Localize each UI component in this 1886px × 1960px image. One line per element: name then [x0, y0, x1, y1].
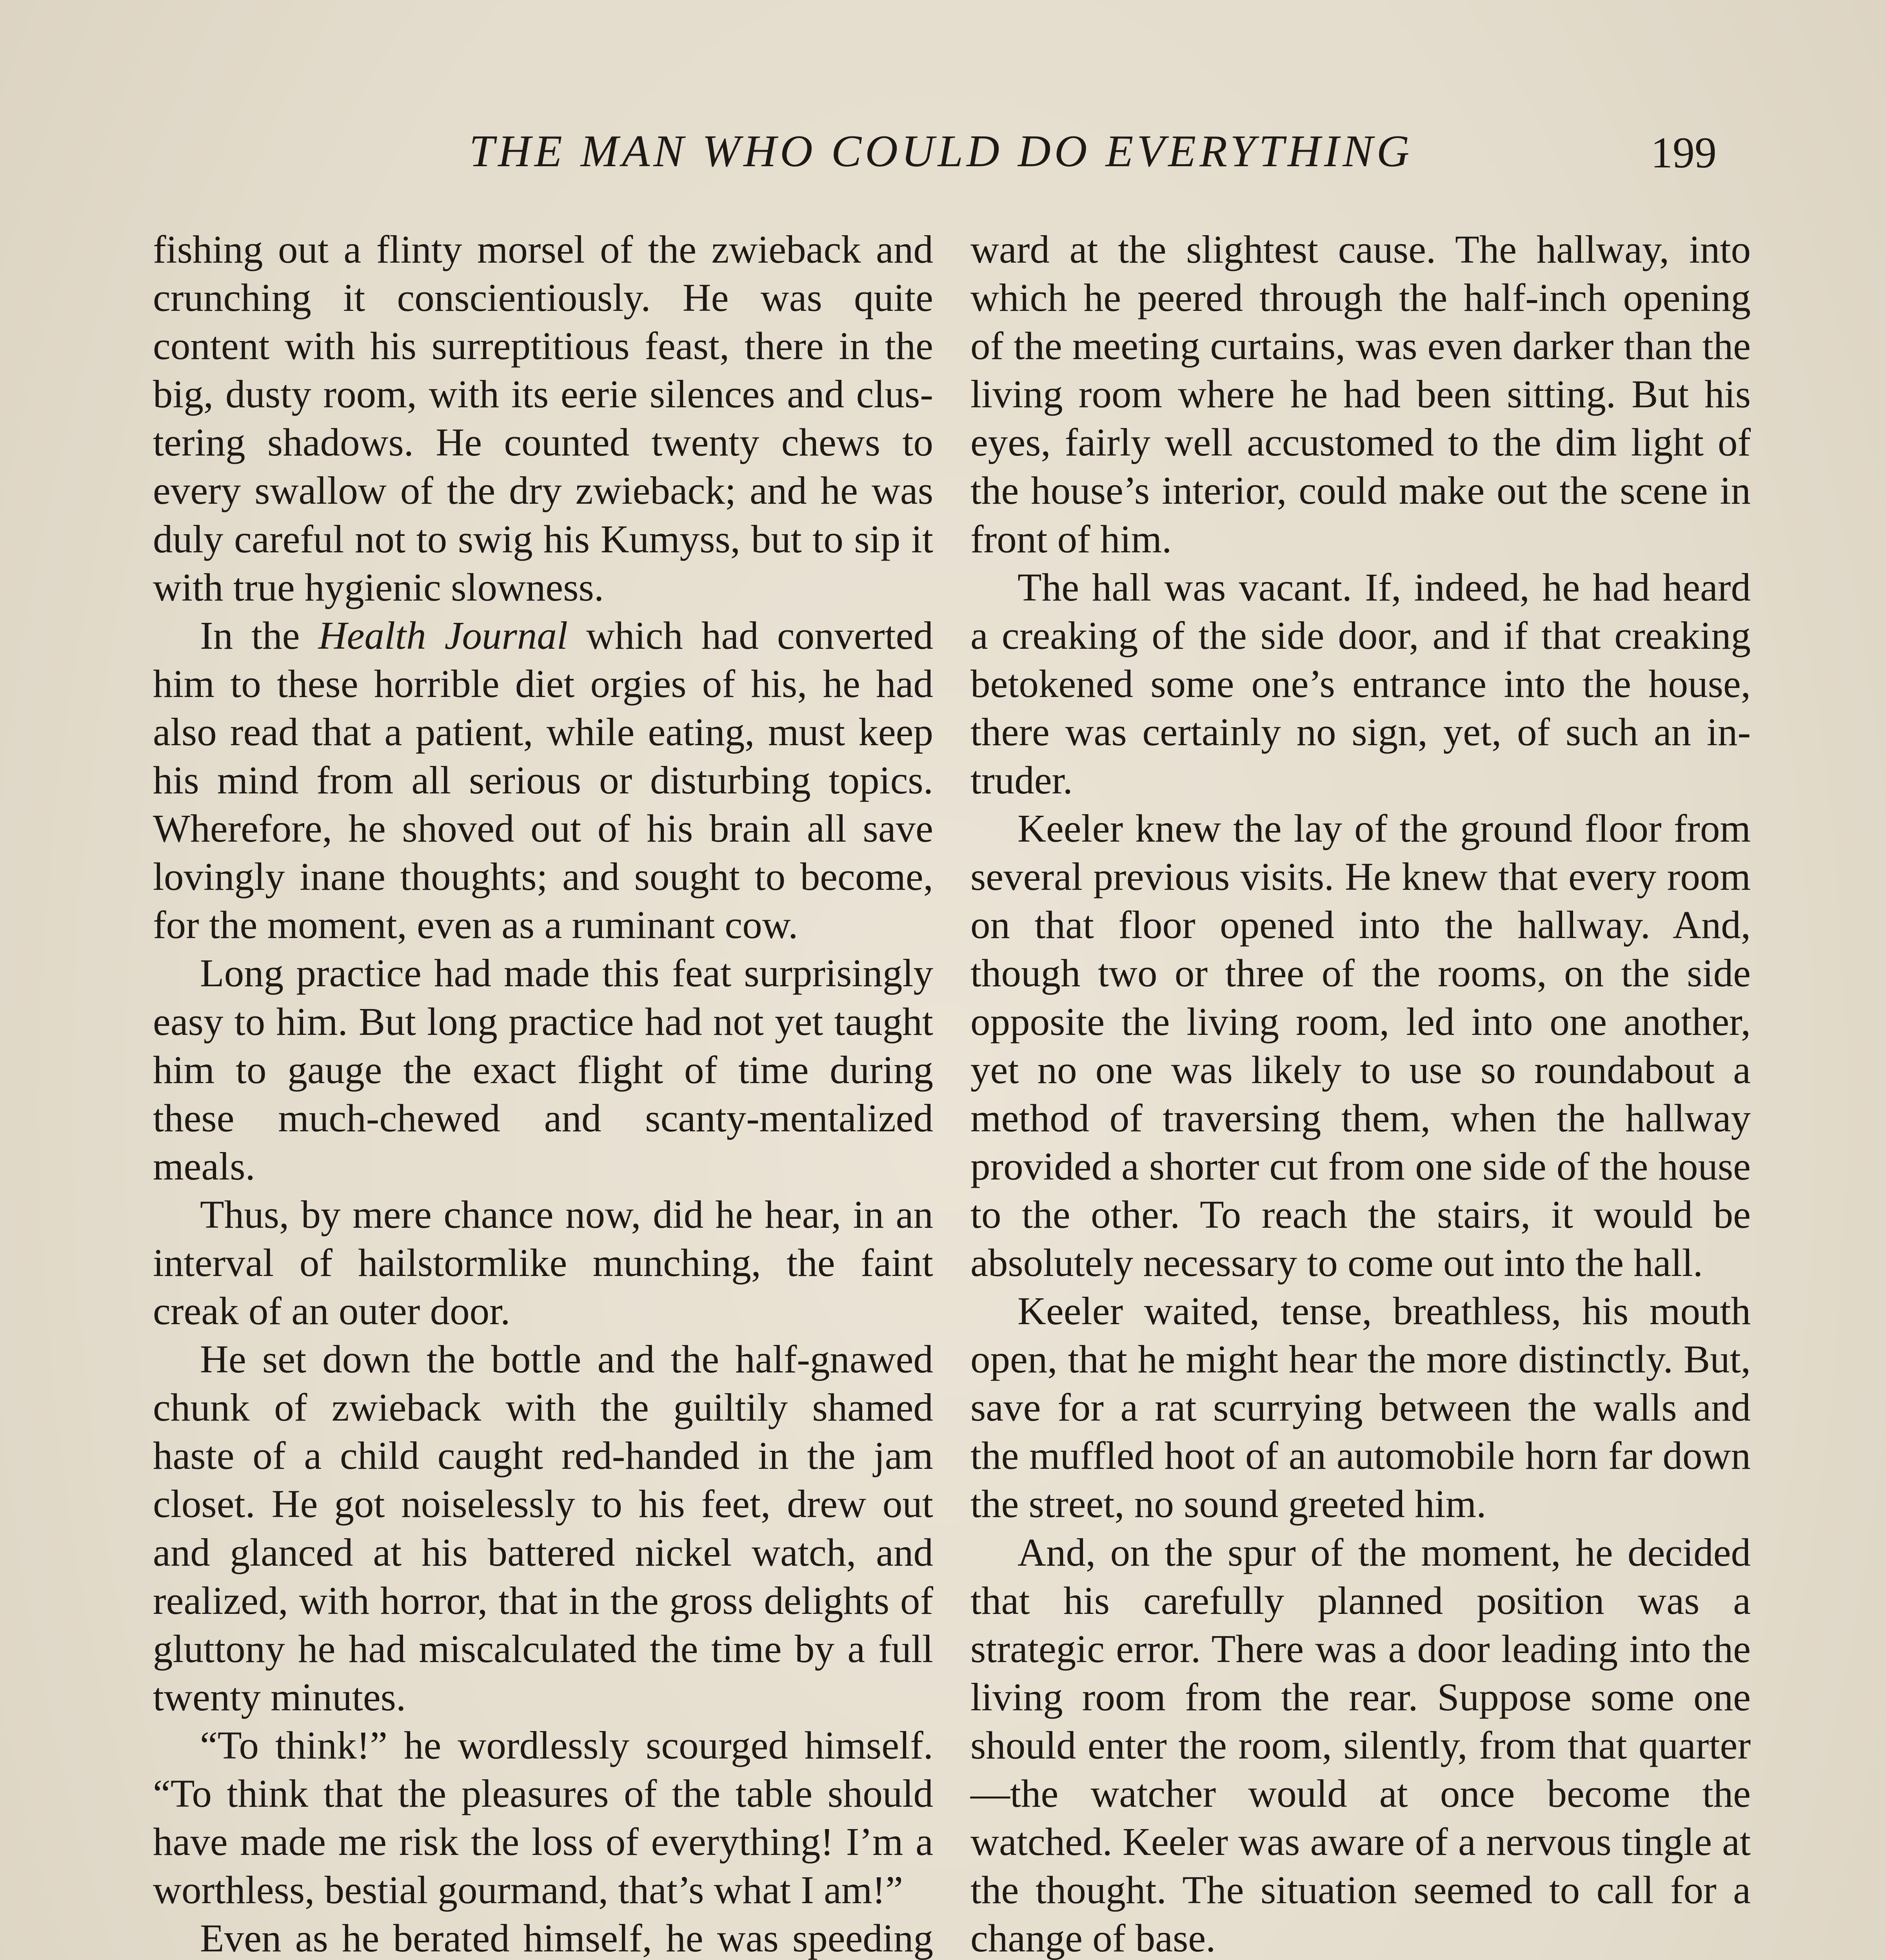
paragraph-text: “To think!” he wordlessly scourged himself. “To think that the pleasures of the table should have made me risk the loss of everything! I’m a worthless, bestial gourmand, that’s what I am!” [153, 1723, 933, 1912]
paragraph [970, 225, 1751, 563]
paragraph [153, 225, 933, 612]
paragraph-text: which had converted him to these horrible diet orgies of his, he had also read that a patient, while eating, must keep his mind from all serious or disturbing topics. Wherefore, he shoved out of his brain all save lovingly inane thoughts; and sought to become, for the moment, even as a ruminant cow. [153, 613, 933, 947]
paragraph-text: Long practice had made this feat surprisingly easy to him. But long practice had not yet taught him to gauge the exact flight of time during these much-chewed and scanty-mentalized meals. [153, 951, 933, 1188]
paragraph-text: He set down the bottle and the half-gnawed chunk of zwieback with the guiltily shamed haste of a child caught red-handed in the jam closet. He got noiselessly to his feet, drew out and glanced at his battered nickel watch, and realized, with horror, that in the gross delights of gluttony he had miscalculated the time by a full twenty minutes. [153, 1337, 933, 1719]
italic-title: Health Journal [318, 613, 568, 657]
paragraph-text: fishing out a flinty morsel of the zwieback and crunching it conscientiously. He was quite content with his surreptitious feast, there in the big, dusty room, with its eerie silences and clustering shadows. He counted twenty chews to every swallow of the dry zwieback; and he was duly careful not to swig his Kumyss, but to sip it with true hygienic slowness. [153, 227, 933, 609]
right-text-column [970, 225, 1751, 1960]
paragraph [153, 1335, 933, 1721]
left-text-column [153, 225, 933, 1960]
paragraph-text: The hall was vacant. If, indeed, he had heard a creaking of the side door, and if that creaking betokened some one’s entrance into the house, there was certainly no sign, yet, of such an intruder. [970, 565, 1751, 802]
paragraph [153, 1721, 933, 1914]
paragraph-text: Even as he berated himself, he was speeding [200, 1916, 933, 1960]
paragraph [970, 1528, 1751, 1960]
paragraph [153, 949, 933, 1190]
paragraph [153, 1914, 933, 1960]
page-header [0, 118, 1886, 180]
paragraph-text: And, on the spur of the moment, he decided that his carefully planned position was a strategic error. There was a door leading into the living room from the rear. Suppose some one should enter the room, silently, from that quarter—the watcher would at once become the watched. Keeler was aware of a nervous tingle at the thought. The situation seemed to call for a change of base. [970, 1530, 1751, 1960]
paragraph-text: In the [200, 613, 318, 657]
page-number: 199 [1651, 129, 1717, 177]
paragraph [970, 563, 1751, 804]
paragraph-text: Keeler knew the lay of the ground floor from several previous visits. He knew that every room on that floor opened into the hallway. And, though two or three of the rooms, on the side opposite the living room, led into one another, yet no one was likely to use so roundabout a method of traversing them, when the hallway provided a shorter cut from one side of the house to the other. To reach the stairs, it would be absolutely necessary to come out into the hall. [970, 806, 1751, 1285]
paragraph-text: ward at the slightest cause. The hallway, into which he peered through the half-inch opening of the meeting curtains, was even darker than the living room where he had been sitting. But his eyes, fairly well accustomed to the dim light of the house’s interior, could make out the scene in front of him. [970, 227, 1751, 561]
paragraph [970, 804, 1751, 1287]
paragraph [153, 1191, 933, 1335]
paragraph [970, 1287, 1751, 1528]
running-title: THE MAN WHO COULD DO EVERYTHING [469, 126, 1413, 176]
paragraph-text: Thus, by mere chance now, did he hear, in an interval of hailstormlike munching, the faint creak of an outer door. [153, 1192, 933, 1333]
paragraph-text: Keeler waited, tense, breathless, his mouth open, that he might hear the more distinctly. But, save for a rat scurrying between the walls and the muffled hoot of an automobile horn far down the street, no sound greeted him. [970, 1289, 1751, 1526]
paragraph [153, 612, 933, 949]
